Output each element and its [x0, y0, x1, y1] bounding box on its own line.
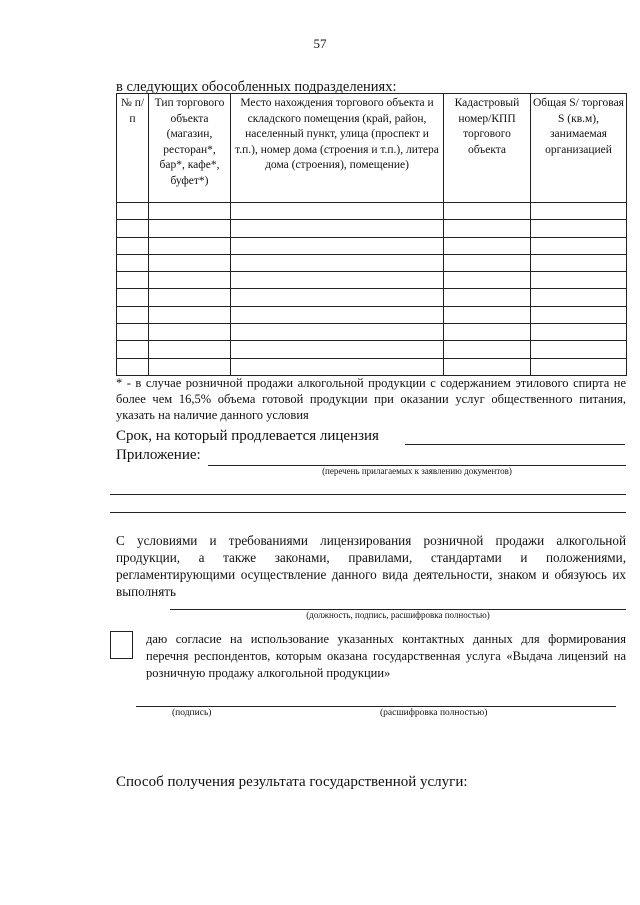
cell-area[interactable] [531, 289, 627, 306]
attachment-line-3[interactable] [110, 512, 626, 513]
cell-area[interactable] [531, 220, 627, 237]
cell-number[interactable] [117, 324, 149, 341]
header-area: Общая S/ торговая S (кв.м), занимаемая организацией [531, 94, 627, 203]
header-cadastral-number: Кадастровый номер/КПП торгового объекта [444, 94, 531, 203]
cell-location[interactable] [231, 341, 444, 358]
footnote: * - в случае розничной продажи алкогольной продукции с содержанием этилового спирта не более чем 16,5% объема готовой продукции при оказании услуг общественного питания, указать на наличие данного условия [116, 376, 626, 422]
cell-number[interactable] [117, 358, 149, 375]
cell-location[interactable] [231, 272, 444, 289]
cell-number[interactable] [117, 341, 149, 358]
cell-object-type[interactable] [149, 306, 231, 323]
consent-text: даю согласие на использование указанных контактных данных для формирования перечня респондентов, которым оказана государственная услуга «Выдача лицензий на розничную продажу алкогольной продукции» [146, 632, 626, 680]
cell-area[interactable] [531, 254, 627, 271]
table-row [117, 220, 627, 237]
cell-cadastral-number[interactable] [444, 341, 531, 358]
consent-signature-field[interactable] [136, 706, 616, 707]
cell-cadastral-number[interactable] [444, 220, 531, 237]
cell-area[interactable] [531, 358, 627, 375]
cell-cadastral-number[interactable] [444, 254, 531, 271]
license-term-label: Срок, на который продлевается лицензия [116, 428, 379, 444]
signature-caption: (должность, подпись, расшифровка полностью) [306, 610, 490, 620]
section-intro: в следующих обособленных подразделениях: [116, 79, 397, 95]
cell-cadastral-number[interactable] [444, 324, 531, 341]
header-number: № п/п [117, 94, 149, 203]
cell-location[interactable] [231, 203, 444, 220]
cell-location[interactable] [231, 220, 444, 237]
cell-area[interactable] [531, 272, 627, 289]
cell-location[interactable] [231, 306, 444, 323]
cell-area[interactable] [531, 203, 627, 220]
table-row [117, 272, 627, 289]
cell-number[interactable] [117, 306, 149, 323]
attachment-caption: (перечень прилагаемых к заявлению документов) [322, 466, 512, 476]
table-row [117, 341, 627, 358]
result-method-label: Способ получения результата государственной услуги: [116, 774, 468, 790]
cell-location[interactable] [231, 324, 444, 341]
license-term-field[interactable] [405, 444, 625, 445]
cell-object-type[interactable] [149, 324, 231, 341]
cell-area[interactable] [531, 237, 627, 254]
table-body [117, 203, 627, 376]
table-header-row [117, 94, 627, 203]
page-number: 57 [313, 36, 327, 51]
cell-cadastral-number[interactable] [444, 272, 531, 289]
cell-area[interactable] [531, 341, 627, 358]
cell-location[interactable] [231, 254, 444, 271]
cell-cadastral-number[interactable] [444, 358, 531, 375]
table-row [117, 203, 627, 220]
cell-location[interactable] [231, 237, 444, 254]
cell-cadastral-number[interactable] [444, 203, 531, 220]
table-row [117, 237, 627, 254]
cell-number[interactable] [117, 272, 149, 289]
table-row [117, 254, 627, 271]
cell-number[interactable] [117, 203, 149, 220]
attachment-label: Приложение: [116, 447, 201, 463]
cell-object-type[interactable] [149, 272, 231, 289]
conditions-statement: С условиями и требованиями лицензирования розничной продажи алкогольной продукции, а также законами, правилами, стандартами и положениями, регламентирующими осуществление данного вида деятельности, знаком и обязуюсь их выполнять [116, 533, 626, 599]
cell-object-type[interactable] [149, 289, 231, 306]
table-row [117, 358, 627, 375]
header-object-type: Тип торгового объекта (магазин, ресторан*, бар*, кафе*, буфет*) [149, 94, 231, 203]
cell-object-type[interactable] [149, 203, 231, 220]
cell-object-type[interactable] [149, 358, 231, 375]
header-location: Место нахождения торгового объекта и складского помещения (край, район, населенный пункт, улица (проспект и т.п.), номер дома (строения и т.п.), литера дома (строения), помещение) [231, 94, 444, 203]
cell-number[interactable] [117, 254, 149, 271]
table-row [117, 324, 627, 341]
cell-cadastral-number[interactable] [444, 306, 531, 323]
attachment-line-2[interactable] [110, 494, 626, 495]
cell-area[interactable] [531, 306, 627, 323]
cell-object-type[interactable] [149, 220, 231, 237]
cell-object-type[interactable] [149, 237, 231, 254]
cell-number[interactable] [117, 237, 149, 254]
cell-location[interactable] [231, 289, 444, 306]
table-row [117, 306, 627, 323]
subdivisions-table [116, 93, 627, 376]
cell-number[interactable] [117, 220, 149, 237]
table-row [117, 289, 627, 306]
cell-object-type[interactable] [149, 254, 231, 271]
consent-name-caption: (расшифровка полностью) [380, 708, 488, 718]
cell-area[interactable] [531, 324, 627, 341]
cell-number[interactable] [117, 289, 149, 306]
consent-checkbox[interactable] [110, 631, 133, 659]
cell-object-type[interactable] [149, 341, 231, 358]
cell-location[interactable] [231, 358, 444, 375]
cell-cadastral-number[interactable] [444, 237, 531, 254]
consent-signature-caption: (подпись) [172, 708, 212, 718]
cell-cadastral-number[interactable] [444, 289, 531, 306]
